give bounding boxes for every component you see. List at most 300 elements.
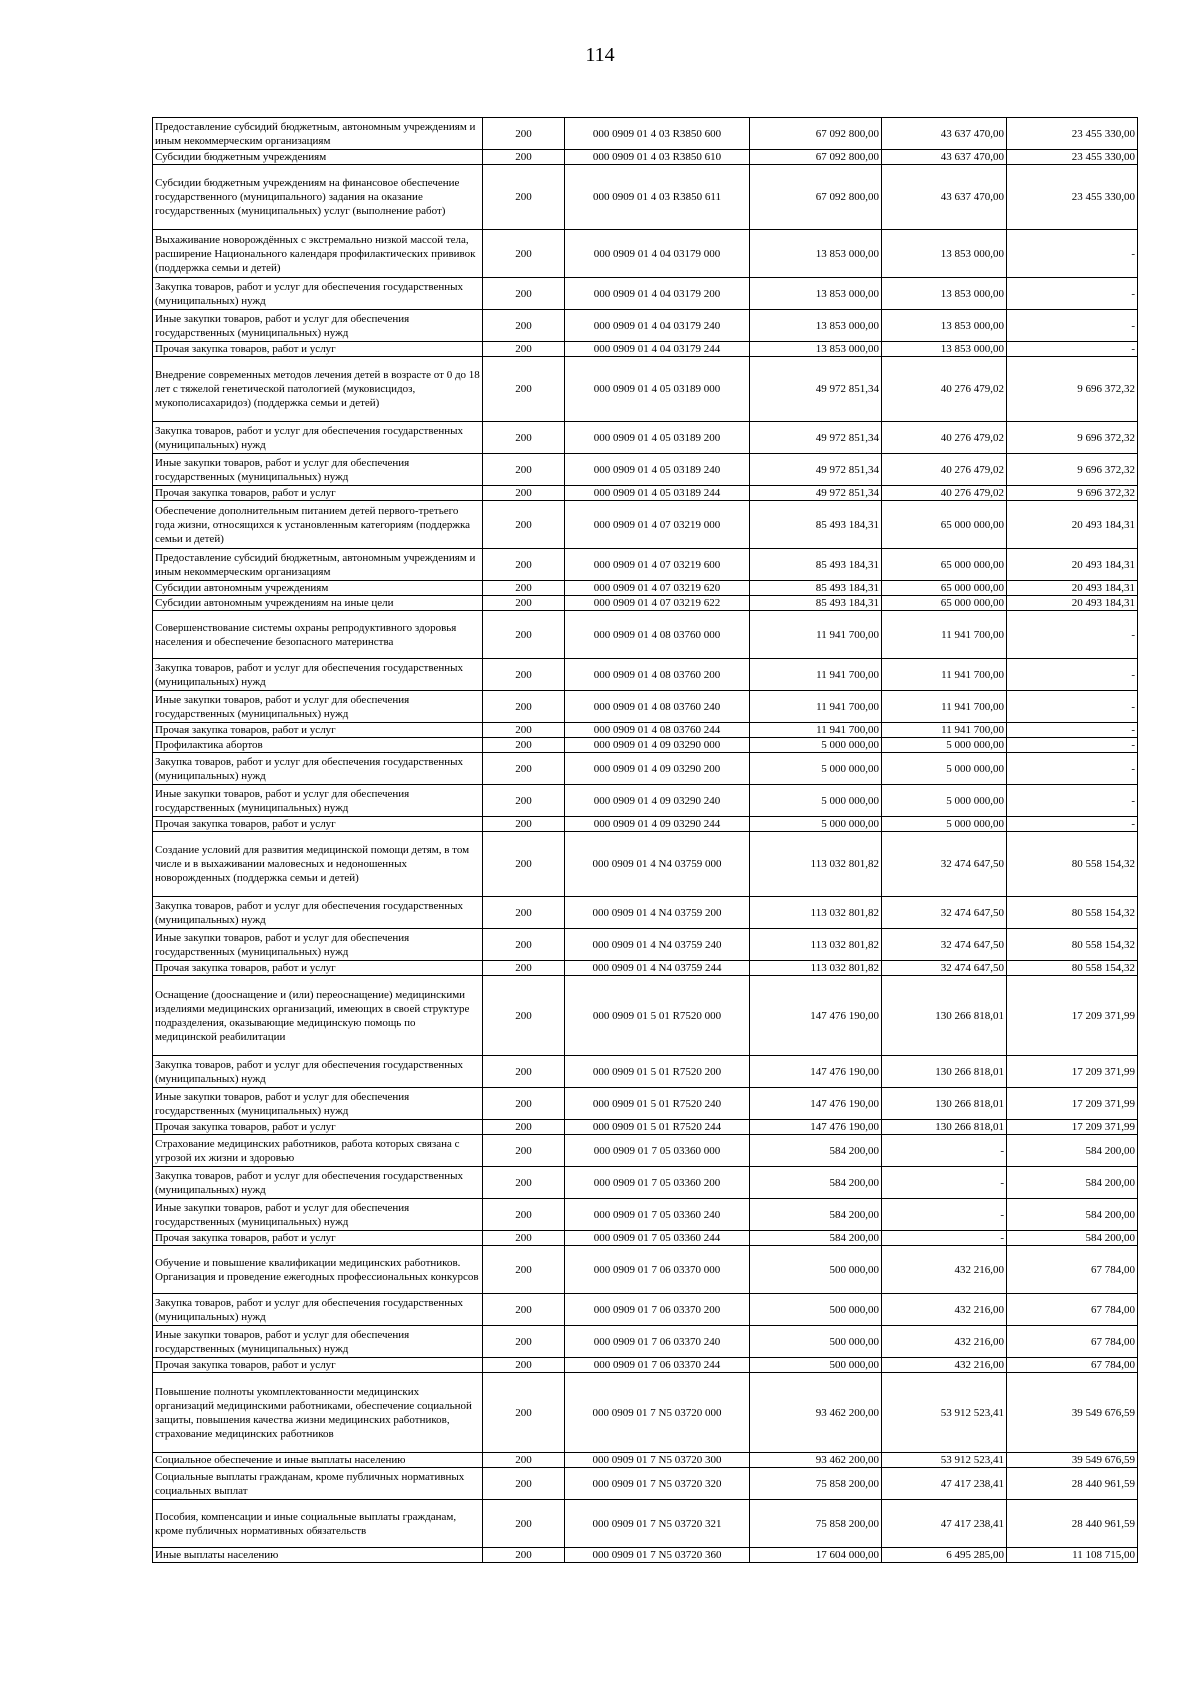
row-value-1-cell: 113 032 801,82	[750, 929, 882, 961]
row-value-3-cell: 9 696 372,32	[1007, 454, 1138, 486]
row-code-cell: 200	[483, 897, 565, 929]
row-kbk-cell: 000 0909 01 7 N5 03720 321	[565, 1500, 750, 1548]
table-row	[153, 342, 1138, 357]
row-value-1-cell: 5 000 000,00	[750, 738, 882, 753]
table-row	[153, 1548, 1138, 1563]
table-row	[153, 1246, 1138, 1294]
table-row	[153, 1120, 1138, 1135]
row-value-2-cell: 43 637 470,00	[882, 118, 1007, 150]
row-value-1-cell: 147 476 190,00	[750, 976, 882, 1056]
row-value-2-cell: 13 853 000,00	[882, 310, 1007, 342]
row-name-cell: Субсидии автономным учреждениям	[153, 581, 483, 596]
row-code-cell: 200	[483, 422, 565, 454]
budget-table	[152, 117, 1138, 1563]
row-value-3-cell: -	[1007, 785, 1138, 817]
row-value-2-cell: 53 912 523,41	[882, 1453, 1007, 1468]
row-value-2-cell: 5 000 000,00	[882, 817, 1007, 832]
row-kbk-cell: 000 0909 01 4 04 03179 000	[565, 230, 750, 278]
row-code-cell: 200	[483, 1167, 565, 1199]
row-value-1-cell: 93 462 200,00	[750, 1373, 882, 1453]
row-code-cell: 200	[483, 150, 565, 165]
row-kbk-cell: 000 0909 01 4 05 03189 000	[565, 357, 750, 422]
table-row	[153, 1468, 1138, 1500]
row-value-3-cell: 11 108 715,00	[1007, 1548, 1138, 1563]
row-value-1-cell: 67 092 800,00	[750, 118, 882, 150]
table-row	[153, 581, 1138, 596]
row-value-1-cell: 584 200,00	[750, 1199, 882, 1231]
row-value-3-cell: 80 558 154,32	[1007, 832, 1138, 897]
row-value-2-cell: 32 474 647,50	[882, 929, 1007, 961]
row-code-cell: 200	[483, 165, 565, 230]
row-kbk-cell: 000 0909 01 4 03 R3850 610	[565, 150, 750, 165]
row-value-3-cell: 67 784,00	[1007, 1294, 1138, 1326]
row-code-cell: 200	[483, 310, 565, 342]
row-value-1-cell: 85 493 184,31	[750, 549, 882, 581]
table-row	[153, 1056, 1138, 1088]
row-value-2-cell: 40 276 479,02	[882, 357, 1007, 422]
row-value-1-cell: 500 000,00	[750, 1326, 882, 1358]
row-value-2-cell: 40 276 479,02	[882, 422, 1007, 454]
row-value-3-cell: 9 696 372,32	[1007, 486, 1138, 501]
row-value-1-cell: 113 032 801,82	[750, 832, 882, 897]
row-code-cell: 200	[483, 581, 565, 596]
row-value-3-cell: -	[1007, 738, 1138, 753]
row-kbk-cell: 000 0909 01 7 N5 03720 300	[565, 1453, 750, 1468]
row-value-1-cell: 93 462 200,00	[750, 1453, 882, 1468]
row-kbk-cell: 000 0909 01 7 06 03370 244	[565, 1358, 750, 1373]
row-value-2-cell: 13 853 000,00	[882, 278, 1007, 310]
row-name-cell: Прочая закупка товаров, работ и услуг	[153, 961, 483, 976]
row-code-cell: 200	[483, 785, 565, 817]
row-value-2-cell: -	[882, 1135, 1007, 1167]
row-value-2-cell: 65 000 000,00	[882, 596, 1007, 611]
row-value-2-cell: 47 417 238,41	[882, 1500, 1007, 1548]
row-value-2-cell: 11 941 700,00	[882, 611, 1007, 659]
row-name-cell: Оснащение (дооснащение и (или) переоснащение) медицинскими изделиями медицинских организаций, имеющих в своей структуре подразделения, оказывающие медицинскую помощь по медицинской реабилитации	[153, 976, 483, 1056]
row-kbk-cell: 000 0909 01 4 N4 03759 240	[565, 929, 750, 961]
row-kbk-cell: 000 0909 01 4 N4 03759 244	[565, 961, 750, 976]
row-value-1-cell: 11 941 700,00	[750, 723, 882, 738]
row-kbk-cell: 000 0909 01 5 01 R7520 244	[565, 1120, 750, 1135]
row-value-2-cell: 11 941 700,00	[882, 659, 1007, 691]
row-value-2-cell: 65 000 000,00	[882, 581, 1007, 596]
row-name-cell: Прочая закупка товаров, работ и услуг	[153, 342, 483, 357]
table-row	[153, 1500, 1138, 1548]
row-value-3-cell: 9 696 372,32	[1007, 357, 1138, 422]
row-code-cell: 200	[483, 549, 565, 581]
row-value-1-cell: 85 493 184,31	[750, 501, 882, 549]
row-value-1-cell: 85 493 184,31	[750, 596, 882, 611]
row-code-cell: 200	[483, 961, 565, 976]
row-value-2-cell: 5 000 000,00	[882, 753, 1007, 785]
row-value-1-cell: 113 032 801,82	[750, 961, 882, 976]
row-kbk-cell: 000 0909 01 7 N5 03720 320	[565, 1468, 750, 1500]
row-value-2-cell: 40 276 479,02	[882, 454, 1007, 486]
row-kbk-cell: 000 0909 01 4 N4 03759 200	[565, 897, 750, 929]
row-name-cell: Иные закупки товаров, работ и услуг для обеспечения государственных (муниципальных) нужд	[153, 1326, 483, 1358]
row-value-2-cell: -	[882, 1167, 1007, 1199]
row-value-1-cell: 67 092 800,00	[750, 150, 882, 165]
table-row	[153, 785, 1138, 817]
row-value-3-cell: 39 549 676,59	[1007, 1453, 1138, 1468]
row-code-cell: 200	[483, 118, 565, 150]
row-kbk-cell: 000 0909 01 4 08 03760 200	[565, 659, 750, 691]
row-value-2-cell: 13 853 000,00	[882, 230, 1007, 278]
row-value-2-cell: 432 216,00	[882, 1326, 1007, 1358]
row-name-cell: Повышение полноты укомплектованности медицинских организаций медицинскими работниками, обеспечение социальной защиты, повышения качества жизни медицинских работников, страхование медицинских работников	[153, 1373, 483, 1453]
row-kbk-cell: 000 0909 01 4 07 03219 600	[565, 549, 750, 581]
row-value-2-cell: 13 853 000,00	[882, 342, 1007, 357]
table-row	[153, 486, 1138, 501]
row-value-3-cell: 39 549 676,59	[1007, 1373, 1138, 1453]
table-row	[153, 723, 1138, 738]
row-name-cell: Субсидии бюджетным учреждениям	[153, 150, 483, 165]
row-name-cell: Выхаживание новорождённых с экстремально низкой массой тела, расширение Национального календаря профилактических прививок (поддержка семьи и детей)	[153, 230, 483, 278]
table-row	[153, 230, 1138, 278]
table-row	[153, 832, 1138, 897]
table-row	[153, 422, 1138, 454]
row-kbk-cell: 000 0909 01 4 09 03290 240	[565, 785, 750, 817]
row-value-1-cell: 147 476 190,00	[750, 1120, 882, 1135]
row-name-cell: Закупка товаров, работ и услуг для обеспечения государственных (муниципальных) нужд	[153, 1167, 483, 1199]
table-row	[153, 691, 1138, 723]
row-name-cell: Создание условий для развития медицинской помощи детям, в том числе и в выхаживании маловесных и недоношенных новорожденных (поддержка семьи и детей)	[153, 832, 483, 897]
row-code-cell: 200	[483, 1326, 565, 1358]
row-name-cell: Обучение и повышение квалификации медицинских работников. Организация и проведение ежегодных профессиональных конкурсов	[153, 1246, 483, 1294]
table-row	[153, 596, 1138, 611]
row-value-3-cell: 17 209 371,99	[1007, 976, 1138, 1056]
row-code-cell: 200	[483, 1468, 565, 1500]
row-kbk-cell: 000 0909 01 4 09 03290 200	[565, 753, 750, 785]
row-value-2-cell: 432 216,00	[882, 1294, 1007, 1326]
row-kbk-cell: 000 0909 01 4 05 03189 240	[565, 454, 750, 486]
row-code-cell: 200	[483, 1088, 565, 1120]
row-value-3-cell: 67 784,00	[1007, 1326, 1138, 1358]
row-code-cell: 200	[483, 230, 565, 278]
row-name-cell: Иные закупки товаров, работ и услуг для обеспечения государственных (муниципальных) нужд	[153, 310, 483, 342]
row-name-cell: Субсидии бюджетным учреждениям на финансовое обеспечение государственного (муниципального) задания на оказание государственных (муниципальных) услуг (выполнение работ)	[153, 165, 483, 230]
row-kbk-cell: 000 0909 01 4 08 03760 244	[565, 723, 750, 738]
row-kbk-cell: 000 0909 01 7 06 03370 000	[565, 1246, 750, 1294]
row-kbk-cell: 000 0909 01 4 03 R3850 600	[565, 118, 750, 150]
table-row	[153, 118, 1138, 150]
row-value-1-cell: 5 000 000,00	[750, 817, 882, 832]
row-value-3-cell: -	[1007, 230, 1138, 278]
row-value-3-cell: -	[1007, 611, 1138, 659]
row-value-2-cell: 32 474 647,50	[882, 897, 1007, 929]
row-value-3-cell: 23 455 330,00	[1007, 118, 1138, 150]
row-value-2-cell: 5 000 000,00	[882, 738, 1007, 753]
row-value-1-cell: 49 972 851,34	[750, 357, 882, 422]
row-value-3-cell: 20 493 184,31	[1007, 581, 1138, 596]
table-row	[153, 817, 1138, 832]
table-row	[153, 549, 1138, 581]
row-name-cell: Социальные выплаты гражданам, кроме публичных нормативных социальных выплат	[153, 1468, 483, 1500]
row-code-cell: 200	[483, 723, 565, 738]
table-row	[153, 1199, 1138, 1231]
row-kbk-cell: 000 0909 01 4 N4 03759 000	[565, 832, 750, 897]
table-row	[153, 1453, 1138, 1468]
row-code-cell: 200	[483, 738, 565, 753]
row-code-cell: 200	[483, 1120, 565, 1135]
row-name-cell: Субсидии автономным учреждениям на иные цели	[153, 596, 483, 611]
row-kbk-cell: 000 0909 01 4 05 03189 244	[565, 486, 750, 501]
row-name-cell: Пособия, компенсации и иные социальные выплаты гражданам, кроме публичных нормативных обязательств	[153, 1500, 483, 1548]
row-value-3-cell: -	[1007, 753, 1138, 785]
table-row	[153, 611, 1138, 659]
row-kbk-cell: 000 0909 01 4 07 03219 620	[565, 581, 750, 596]
row-name-cell: Профилактика абортов	[153, 738, 483, 753]
row-value-2-cell: 43 637 470,00	[882, 150, 1007, 165]
row-value-3-cell: 67 784,00	[1007, 1246, 1138, 1294]
row-name-cell: Иные закупки товаров, работ и услуг для обеспечения государственных (муниципальных) нужд	[153, 1088, 483, 1120]
table-row	[153, 897, 1138, 929]
row-value-2-cell: 65 000 000,00	[882, 501, 1007, 549]
row-value-2-cell: 432 216,00	[882, 1246, 1007, 1294]
row-value-1-cell: 584 200,00	[750, 1231, 882, 1246]
budget-table-body	[153, 118, 1138, 1563]
row-code-cell: 200	[483, 501, 565, 549]
row-value-3-cell: 80 558 154,32	[1007, 961, 1138, 976]
row-code-cell: 200	[483, 817, 565, 832]
row-value-2-cell: 32 474 647,50	[882, 832, 1007, 897]
row-value-1-cell: 75 858 200,00	[750, 1500, 882, 1548]
row-kbk-cell: 000 0909 01 4 03 R3850 611	[565, 165, 750, 230]
row-value-3-cell: -	[1007, 691, 1138, 723]
row-kbk-cell: 000 0909 01 4 04 03179 244	[565, 342, 750, 357]
row-value-3-cell: 584 200,00	[1007, 1167, 1138, 1199]
page-number: 114	[585, 44, 615, 66]
table-row	[153, 1135, 1138, 1167]
row-value-3-cell: 28 440 961,59	[1007, 1500, 1138, 1548]
row-value-2-cell: 47 417 238,41	[882, 1468, 1007, 1500]
row-name-cell: Закупка товаров, работ и услуг для обеспечения государственных (муниципальных) нужд	[153, 753, 483, 785]
row-value-3-cell: 80 558 154,32	[1007, 897, 1138, 929]
row-kbk-cell: 000 0909 01 5 01 R7520 200	[565, 1056, 750, 1088]
row-value-1-cell: 11 941 700,00	[750, 691, 882, 723]
row-name-cell: Предоставление субсидий бюджетным, автономным учреждениям и иным некоммерческим организациям	[153, 118, 483, 150]
row-code-cell: 200	[483, 1294, 565, 1326]
row-kbk-cell: 000 0909 01 4 08 03760 240	[565, 691, 750, 723]
row-kbk-cell: 000 0909 01 5 01 R7520 000	[565, 976, 750, 1056]
row-name-cell: Иные закупки товаров, работ и услуг для обеспечения государственных (муниципальных) нужд	[153, 691, 483, 723]
row-value-3-cell: -	[1007, 723, 1138, 738]
row-value-2-cell: 43 637 470,00	[882, 165, 1007, 230]
row-value-3-cell: 584 200,00	[1007, 1135, 1138, 1167]
row-name-cell: Закупка товаров, работ и услуг для обеспечения государственных (муниципальных) нужд	[153, 659, 483, 691]
row-kbk-cell: 000 0909 01 4 08 03760 000	[565, 611, 750, 659]
row-value-2-cell: 11 941 700,00	[882, 691, 1007, 723]
table-row	[153, 1358, 1138, 1373]
row-code-cell: 200	[483, 357, 565, 422]
row-name-cell: Иные закупки товаров, работ и услуг для обеспечения государственных (муниципальных) нужд	[153, 929, 483, 961]
row-kbk-cell: 000 0909 01 7 N5 03720 000	[565, 1373, 750, 1453]
row-value-2-cell: -	[882, 1199, 1007, 1231]
row-kbk-cell: 000 0909 01 7 05 03360 240	[565, 1199, 750, 1231]
row-name-cell: Иные выплаты населению	[153, 1548, 483, 1563]
row-name-cell: Закупка товаров, работ и услуг для обеспечения государственных (муниципальных) нужд	[153, 422, 483, 454]
row-code-cell: 200	[483, 1358, 565, 1373]
row-value-1-cell: 67 092 800,00	[750, 165, 882, 230]
row-name-cell: Предоставление субсидий бюджетным, автономным учреждениям и иным некоммерческим организациям	[153, 549, 483, 581]
table-row	[153, 976, 1138, 1056]
table-row	[153, 501, 1138, 549]
row-value-2-cell: 130 266 818,01	[882, 976, 1007, 1056]
row-name-cell: Прочая закупка товаров, работ и услуг	[153, 1231, 483, 1246]
row-name-cell: Закупка товаров, работ и услуг для обеспечения государственных (муниципальных) нужд	[153, 1294, 483, 1326]
row-value-1-cell: 113 032 801,82	[750, 897, 882, 929]
row-value-3-cell: -	[1007, 342, 1138, 357]
row-value-1-cell: 85 493 184,31	[750, 581, 882, 596]
row-value-2-cell: 53 912 523,41	[882, 1373, 1007, 1453]
row-code-cell: 200	[483, 342, 565, 357]
row-kbk-cell: 000 0909 01 4 09 03290 000	[565, 738, 750, 753]
row-kbk-cell: 000 0909 01 7 06 03370 200	[565, 1294, 750, 1326]
row-value-3-cell: 80 558 154,32	[1007, 929, 1138, 961]
row-code-cell: 200	[483, 596, 565, 611]
row-value-2-cell: 6 495 285,00	[882, 1548, 1007, 1563]
row-kbk-cell: 000 0909 01 4 07 03219 000	[565, 501, 750, 549]
row-name-cell: Внедрение современных методов лечения детей в возрасте от 0 до 18 лет с тяжелой генетической патологией (муковисцидоз, мукополисахаридоз) (поддержка семьи и детей)	[153, 357, 483, 422]
row-code-cell: 200	[483, 1500, 565, 1548]
row-code-cell: 200	[483, 1373, 565, 1453]
row-value-1-cell: 584 200,00	[750, 1167, 882, 1199]
row-value-3-cell: 584 200,00	[1007, 1199, 1138, 1231]
row-value-3-cell: 23 455 330,00	[1007, 165, 1138, 230]
row-value-1-cell: 5 000 000,00	[750, 753, 882, 785]
table-row	[153, 165, 1138, 230]
row-value-2-cell: 130 266 818,01	[882, 1088, 1007, 1120]
row-value-1-cell: 11 941 700,00	[750, 611, 882, 659]
table-row	[153, 1294, 1138, 1326]
row-code-cell: 200	[483, 691, 565, 723]
row-name-cell: Социальное обеспечение и иные выплаты населению	[153, 1453, 483, 1468]
row-name-cell: Совершенствование системы охраны репродуктивного здоровья населения и обеспечение безопасного материнства	[153, 611, 483, 659]
table-row	[153, 150, 1138, 165]
row-value-2-cell: 11 941 700,00	[882, 723, 1007, 738]
table-row	[153, 1088, 1138, 1120]
row-value-2-cell: 32 474 647,50	[882, 961, 1007, 976]
row-value-1-cell: 147 476 190,00	[750, 1088, 882, 1120]
row-name-cell: Закупка товаров, работ и услуг для обеспечения государственных (муниципальных) нужд	[153, 1056, 483, 1088]
row-value-1-cell: 13 853 000,00	[750, 310, 882, 342]
row-value-1-cell: 49 972 851,34	[750, 422, 882, 454]
row-value-2-cell: -	[882, 1231, 1007, 1246]
row-code-cell: 200	[483, 454, 565, 486]
row-value-1-cell: 500 000,00	[750, 1294, 882, 1326]
row-kbk-cell: 000 0909 01 7 N5 03720 360	[565, 1548, 750, 1563]
row-code-cell: 200	[483, 1246, 565, 1294]
row-code-cell: 200	[483, 1056, 565, 1088]
row-name-cell: Иные закупки товаров, работ и услуг для обеспечения государственных (муниципальных) нужд	[153, 1199, 483, 1231]
row-kbk-cell: 000 0909 01 7 06 03370 240	[565, 1326, 750, 1358]
table-row	[153, 1231, 1138, 1246]
row-value-3-cell: 28 440 961,59	[1007, 1468, 1138, 1500]
row-name-cell: Страхование медицинских работников, работа которых связана с угрозой их жизни и здоровью	[153, 1135, 483, 1167]
table-row	[153, 1167, 1138, 1199]
table-row	[153, 454, 1138, 486]
row-value-3-cell: 20 493 184,31	[1007, 549, 1138, 581]
row-value-1-cell: 13 853 000,00	[750, 342, 882, 357]
table-row	[153, 753, 1138, 785]
row-value-1-cell: 500 000,00	[750, 1246, 882, 1294]
row-name-cell: Прочая закупка товаров, работ и услуг	[153, 723, 483, 738]
row-kbk-cell: 000 0909 01 7 05 03360 200	[565, 1167, 750, 1199]
row-code-cell: 200	[483, 278, 565, 310]
table-row	[153, 1373, 1138, 1453]
row-value-1-cell: 13 853 000,00	[750, 230, 882, 278]
row-name-cell: Прочая закупка товаров, работ и услуг	[153, 817, 483, 832]
row-value-1-cell: 11 941 700,00	[750, 659, 882, 691]
row-value-2-cell: 5 000 000,00	[882, 785, 1007, 817]
row-name-cell: Прочая закупка товаров, работ и услуг	[153, 1120, 483, 1135]
row-value-1-cell: 13 853 000,00	[750, 278, 882, 310]
row-kbk-cell: 000 0909 01 4 09 03290 244	[565, 817, 750, 832]
row-value-3-cell: -	[1007, 278, 1138, 310]
row-value-1-cell: 584 200,00	[750, 1135, 882, 1167]
row-kbk-cell: 000 0909 01 4 05 03189 200	[565, 422, 750, 454]
row-value-2-cell: 432 216,00	[882, 1358, 1007, 1373]
row-value-2-cell: 40 276 479,02	[882, 486, 1007, 501]
row-code-cell: 200	[483, 611, 565, 659]
row-name-cell: Прочая закупка товаров, работ и услуг	[153, 1358, 483, 1373]
row-code-cell: 200	[483, 1135, 565, 1167]
row-code-cell: 200	[483, 929, 565, 961]
row-code-cell: 200	[483, 1231, 565, 1246]
row-value-3-cell: 17 209 371,99	[1007, 1120, 1138, 1135]
row-name-cell: Обеспечение дополнительным питанием детей первого-третьего года жизни, относящихся к установленным категориям (поддержка семьи и детей)	[153, 501, 483, 549]
table-row	[153, 310, 1138, 342]
row-code-cell: 200	[483, 1548, 565, 1563]
table-row	[153, 1326, 1138, 1358]
row-value-3-cell: 67 784,00	[1007, 1358, 1138, 1373]
row-name-cell: Закупка товаров, работ и услуг для обеспечения государственных (муниципальных) нужд	[153, 897, 483, 929]
row-kbk-cell: 000 0909 01 7 05 03360 244	[565, 1231, 750, 1246]
row-kbk-cell: 000 0909 01 4 04 03179 200	[565, 278, 750, 310]
row-kbk-cell: 000 0909 01 7 05 03360 000	[565, 1135, 750, 1167]
row-value-2-cell: 65 000 000,00	[882, 549, 1007, 581]
row-value-1-cell: 17 604 000,00	[750, 1548, 882, 1563]
row-name-cell: Иные закупки товаров, работ и услуг для обеспечения государственных (муниципальных) нужд	[153, 454, 483, 486]
table-row	[153, 357, 1138, 422]
table-row	[153, 278, 1138, 310]
row-value-3-cell: 9 696 372,32	[1007, 422, 1138, 454]
row-name-cell: Закупка товаров, работ и услуг для обеспечения государственных (муниципальных) нужд	[153, 278, 483, 310]
row-code-cell: 200	[483, 1453, 565, 1468]
row-value-3-cell: 20 493 184,31	[1007, 596, 1138, 611]
row-code-cell: 200	[483, 1199, 565, 1231]
table-row	[153, 961, 1138, 976]
row-code-cell: 200	[483, 832, 565, 897]
row-value-1-cell: 75 858 200,00	[750, 1468, 882, 1500]
row-value-3-cell: -	[1007, 310, 1138, 342]
row-value-1-cell: 500 000,00	[750, 1358, 882, 1373]
row-name-cell: Прочая закупка товаров, работ и услуг	[153, 486, 483, 501]
row-value-3-cell: 20 493 184,31	[1007, 501, 1138, 549]
row-value-3-cell: 17 209 371,99	[1007, 1088, 1138, 1120]
table-row	[153, 738, 1138, 753]
row-value-2-cell: 130 266 818,01	[882, 1120, 1007, 1135]
row-kbk-cell: 000 0909 01 5 01 R7520 240	[565, 1088, 750, 1120]
table-row	[153, 929, 1138, 961]
row-value-3-cell: 584 200,00	[1007, 1231, 1138, 1246]
row-code-cell: 200	[483, 753, 565, 785]
row-value-1-cell: 147 476 190,00	[750, 1056, 882, 1088]
row-value-2-cell: 130 266 818,01	[882, 1056, 1007, 1088]
row-value-1-cell: 49 972 851,34	[750, 486, 882, 501]
row-value-3-cell: -	[1007, 817, 1138, 832]
row-code-cell: 200	[483, 486, 565, 501]
